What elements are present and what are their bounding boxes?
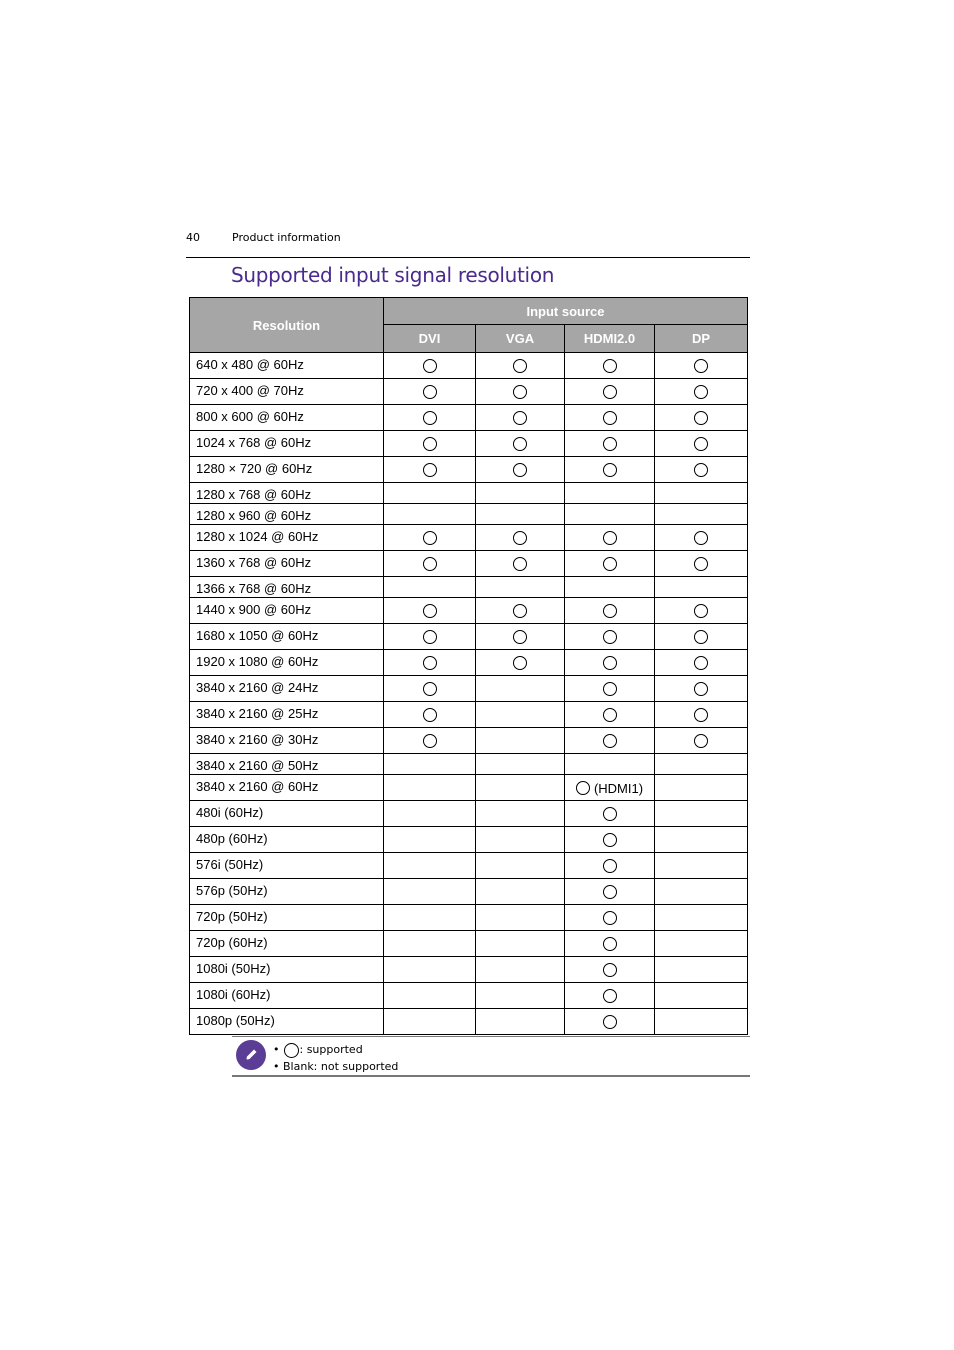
support-cell bbox=[655, 483, 748, 504]
table-row bbox=[190, 905, 748, 931]
support-cell bbox=[384, 905, 476, 931]
support-cell bbox=[476, 598, 565, 624]
support-cell bbox=[655, 931, 748, 957]
note-box bbox=[232, 1036, 750, 1077]
support-cell bbox=[655, 801, 748, 827]
support-cell bbox=[565, 405, 655, 431]
table-row bbox=[190, 457, 748, 483]
note-blank: • Blank: not supported bbox=[273, 1060, 399, 1073]
support-cell bbox=[476, 905, 565, 931]
resolution-cell: 1680 x 1050 @ 60Hz bbox=[190, 624, 384, 650]
circle-icon bbox=[603, 911, 617, 925]
support-cell bbox=[384, 379, 476, 405]
table-row bbox=[190, 931, 748, 957]
resolution-cell: 1080p (50Hz) bbox=[190, 1009, 384, 1035]
support-cell bbox=[476, 1009, 565, 1035]
circle-icon bbox=[513, 630, 527, 644]
circle-icon bbox=[603, 557, 617, 571]
circle-icon bbox=[694, 656, 708, 670]
circle-icon bbox=[423, 385, 437, 399]
support-cell bbox=[565, 983, 655, 1009]
support-cell bbox=[655, 598, 748, 624]
support-cell bbox=[565, 879, 655, 905]
resolution-cell: 480i (60Hz) bbox=[190, 801, 384, 827]
section-name: Product information bbox=[232, 231, 341, 244]
circle-icon bbox=[513, 359, 527, 373]
support-cell bbox=[384, 1009, 476, 1035]
support-cell bbox=[655, 353, 748, 379]
note-supported: • : supported bbox=[273, 1043, 363, 1056]
support-cell bbox=[384, 957, 476, 983]
circle-icon bbox=[603, 833, 617, 847]
circle-icon bbox=[513, 385, 527, 399]
circle-icon bbox=[603, 937, 617, 951]
circle-icon bbox=[603, 604, 617, 618]
resolution-cell: 1080i (50Hz) bbox=[190, 957, 384, 983]
circle-icon bbox=[513, 656, 527, 670]
table-row bbox=[190, 353, 748, 379]
circle-icon bbox=[423, 531, 437, 545]
circle-icon bbox=[423, 411, 437, 425]
page-title: Supported input signal resolution bbox=[231, 263, 555, 287]
support-cell bbox=[565, 853, 655, 879]
column-header-dp: DP bbox=[655, 325, 748, 353]
circle-icon bbox=[513, 411, 527, 425]
support-cell bbox=[384, 827, 476, 853]
circle-icon bbox=[603, 359, 617, 373]
support-cell bbox=[384, 983, 476, 1009]
circle-icon bbox=[603, 682, 617, 696]
resolution-cell: 3840 x 2160 @ 50Hz bbox=[190, 754, 384, 775]
table-row bbox=[190, 379, 748, 405]
support-cell bbox=[384, 624, 476, 650]
circle-icon bbox=[423, 359, 437, 373]
circle-icon bbox=[603, 708, 617, 722]
resolution-cell: 640 x 480 @ 60Hz bbox=[190, 353, 384, 379]
support-cell bbox=[476, 525, 565, 551]
support-cell bbox=[384, 754, 476, 775]
table-row bbox=[190, 405, 748, 431]
support-cell bbox=[476, 650, 565, 676]
support-cell bbox=[384, 405, 476, 431]
support-cell bbox=[565, 551, 655, 577]
support-cell bbox=[384, 577, 476, 598]
table-row bbox=[190, 879, 748, 905]
support-cell bbox=[655, 728, 748, 754]
resolution-cell: 720p (50Hz) bbox=[190, 905, 384, 931]
circle-icon bbox=[423, 656, 437, 670]
support-cell bbox=[565, 525, 655, 551]
table-row bbox=[190, 801, 748, 827]
support-cell bbox=[565, 827, 655, 853]
resolution-cell: 1440 x 900 @ 60Hz bbox=[190, 598, 384, 624]
support-cell bbox=[565, 702, 655, 728]
support-cell bbox=[476, 483, 565, 504]
support-cell bbox=[655, 551, 748, 577]
circle-icon bbox=[423, 630, 437, 644]
support-cell bbox=[476, 405, 565, 431]
circle-icon bbox=[513, 557, 527, 571]
support-cell bbox=[384, 702, 476, 728]
support-cell bbox=[565, 676, 655, 702]
support-cell bbox=[476, 457, 565, 483]
support-cell bbox=[655, 577, 748, 598]
resolution-cell: 576i (50Hz) bbox=[190, 853, 384, 879]
resolution-cell: 3840 x 2160 @ 25Hz bbox=[190, 702, 384, 728]
support-cell bbox=[476, 728, 565, 754]
table-row bbox=[190, 775, 748, 801]
support-cell bbox=[384, 353, 476, 379]
support-cell bbox=[655, 702, 748, 728]
support-cell bbox=[476, 577, 565, 598]
support-cell bbox=[655, 650, 748, 676]
table-row bbox=[190, 1009, 748, 1035]
support-cell bbox=[655, 879, 748, 905]
circle-icon bbox=[603, 1015, 617, 1029]
support-cell bbox=[476, 702, 565, 728]
support-cell bbox=[384, 728, 476, 754]
support-cell bbox=[565, 775, 655, 801]
support-cell bbox=[655, 379, 748, 405]
circle-icon bbox=[513, 437, 527, 451]
support-cell bbox=[655, 457, 748, 483]
circle-icon bbox=[694, 463, 708, 477]
resolution-cell: 1360 x 768 @ 60Hz bbox=[190, 551, 384, 577]
table-row bbox=[190, 957, 748, 983]
table-row bbox=[190, 525, 748, 551]
table-row bbox=[190, 504, 748, 525]
support-cell bbox=[384, 431, 476, 457]
support-cell bbox=[565, 957, 655, 983]
circle-icon bbox=[576, 781, 590, 795]
pencil-icon bbox=[236, 1040, 266, 1070]
support-cell bbox=[655, 905, 748, 931]
support-cell bbox=[565, 598, 655, 624]
resolution-cell: 3840 x 2160 @ 60Hz bbox=[190, 775, 384, 801]
support-cell bbox=[384, 931, 476, 957]
resolution-cell: 3840 x 2160 @ 24Hz bbox=[190, 676, 384, 702]
support-cell bbox=[476, 551, 565, 577]
support-cell bbox=[476, 754, 565, 775]
column-header-hdmi2-0: HDMI2.0 bbox=[565, 325, 655, 353]
table-row bbox=[190, 577, 748, 598]
support-cell bbox=[384, 801, 476, 827]
circle-icon bbox=[694, 437, 708, 451]
support-cell bbox=[384, 853, 476, 879]
table-row bbox=[190, 483, 748, 504]
table-row bbox=[190, 624, 748, 650]
support-cell bbox=[565, 483, 655, 504]
circle-icon bbox=[694, 385, 708, 399]
circle-icon bbox=[603, 531, 617, 545]
support-cell bbox=[476, 983, 565, 1009]
table-row bbox=[190, 551, 748, 577]
support-cell bbox=[476, 879, 565, 905]
resolution-cell: 800 x 600 @ 60Hz bbox=[190, 405, 384, 431]
support-cell bbox=[384, 457, 476, 483]
support-cell bbox=[565, 457, 655, 483]
support-cell bbox=[565, 353, 655, 379]
circle-icon bbox=[694, 682, 708, 696]
support-cell bbox=[565, 650, 655, 676]
circle-icon bbox=[423, 437, 437, 451]
circle-icon bbox=[423, 557, 437, 571]
circle-icon bbox=[603, 463, 617, 477]
circle-icon bbox=[603, 963, 617, 977]
support-cell bbox=[384, 775, 476, 801]
support-cell bbox=[655, 405, 748, 431]
page-number: 40 bbox=[186, 231, 200, 244]
circle-icon bbox=[694, 708, 708, 722]
support-cell bbox=[655, 853, 748, 879]
resolution-cell: 1080i (60Hz) bbox=[190, 983, 384, 1009]
circle-icon bbox=[513, 604, 527, 618]
support-cell bbox=[655, 827, 748, 853]
support-cell bbox=[655, 775, 748, 801]
circle-icon bbox=[603, 989, 617, 1003]
resolution-cell: 1280 x 960 @ 60Hz bbox=[190, 504, 384, 525]
support-cell bbox=[476, 931, 565, 957]
support-cell bbox=[476, 624, 565, 650]
circle-icon bbox=[603, 859, 617, 873]
table-row bbox=[190, 431, 748, 457]
support-cell bbox=[476, 853, 565, 879]
circle-icon bbox=[603, 630, 617, 644]
support-cell bbox=[476, 827, 565, 853]
resolution-cell: 720 x 400 @ 70Hz bbox=[190, 379, 384, 405]
circle-icon bbox=[603, 885, 617, 899]
support-cell bbox=[655, 431, 748, 457]
support-cell bbox=[655, 1009, 748, 1035]
support-cell bbox=[655, 624, 748, 650]
support-cell bbox=[476, 504, 565, 525]
support-cell bbox=[655, 676, 748, 702]
table-row bbox=[190, 676, 748, 702]
resolution-cell: 3840 x 2160 @ 30Hz bbox=[190, 728, 384, 754]
support-cell bbox=[476, 431, 565, 457]
support-cell bbox=[384, 551, 476, 577]
support-cell bbox=[384, 598, 476, 624]
support-cell bbox=[565, 379, 655, 405]
circle-icon bbox=[603, 656, 617, 670]
support-cell bbox=[565, 577, 655, 598]
support-cell bbox=[565, 931, 655, 957]
table-row bbox=[190, 853, 748, 879]
circle-icon bbox=[694, 531, 708, 545]
resolution-header: Resolution bbox=[190, 298, 384, 353]
support-cell bbox=[655, 983, 748, 1009]
circle-icon bbox=[603, 807, 617, 821]
circle-icon bbox=[423, 463, 437, 477]
support-cell bbox=[565, 801, 655, 827]
resolution-cell: 1920 x 1080 @ 60Hz bbox=[190, 650, 384, 676]
resolution-table bbox=[189, 297, 748, 1035]
support-cell bbox=[565, 728, 655, 754]
circle-icon bbox=[603, 385, 617, 399]
support-cell bbox=[655, 504, 748, 525]
page-header bbox=[186, 229, 750, 258]
support-cell bbox=[565, 624, 655, 650]
circle-icon bbox=[694, 630, 708, 644]
circle-icon bbox=[423, 734, 437, 748]
support-cell bbox=[476, 676, 565, 702]
circle-icon bbox=[513, 531, 527, 545]
support-cell bbox=[384, 483, 476, 504]
circle-icon bbox=[423, 682, 437, 696]
circle-icon bbox=[423, 604, 437, 618]
supported-text: : supported bbox=[299, 1043, 363, 1056]
input-source-header: Input source bbox=[384, 298, 748, 325]
support-cell bbox=[476, 957, 565, 983]
circle-icon bbox=[694, 557, 708, 571]
circle-icon bbox=[694, 734, 708, 748]
column-header-dvi: DVI bbox=[384, 325, 476, 353]
circle-icon bbox=[694, 359, 708, 373]
blank-text: Blank: not supported bbox=[283, 1060, 399, 1073]
support-cell bbox=[384, 879, 476, 905]
table-row bbox=[190, 598, 748, 624]
support-cell bbox=[476, 775, 565, 801]
circle-icon bbox=[603, 734, 617, 748]
support-cell bbox=[476, 379, 565, 405]
circle-icon bbox=[603, 437, 617, 451]
circle-icon bbox=[423, 708, 437, 722]
table-row bbox=[190, 728, 748, 754]
table-row bbox=[190, 650, 748, 676]
circle-icon bbox=[603, 411, 617, 425]
support-cell bbox=[655, 754, 748, 775]
support-cell bbox=[476, 801, 565, 827]
table-row bbox=[190, 983, 748, 1009]
table-row bbox=[190, 702, 748, 728]
resolution-cell: 1280 x 768 @ 60Hz bbox=[190, 483, 384, 504]
resolution-cell: 480p (60Hz) bbox=[190, 827, 384, 853]
resolution-cell: 720p (60Hz) bbox=[190, 931, 384, 957]
support-cell bbox=[384, 676, 476, 702]
resolution-cell: 1280 × 720 @ 60Hz bbox=[190, 457, 384, 483]
support-cell bbox=[565, 1009, 655, 1035]
support-cell bbox=[565, 504, 655, 525]
support-note: (HDMI1) bbox=[593, 780, 644, 796]
resolution-cell: 1366 x 768 @ 60Hz bbox=[190, 577, 384, 598]
support-cell bbox=[565, 905, 655, 931]
support-cell bbox=[384, 504, 476, 525]
resolution-cell: 1024 x 768 @ 60Hz bbox=[190, 431, 384, 457]
circle-icon bbox=[284, 1043, 299, 1058]
resolution-cell: 576p (50Hz) bbox=[190, 879, 384, 905]
circle-icon bbox=[694, 411, 708, 425]
support-cell bbox=[565, 754, 655, 775]
table-row bbox=[190, 754, 748, 775]
support-cell bbox=[655, 957, 748, 983]
circle-icon bbox=[694, 604, 708, 618]
support-cell bbox=[476, 353, 565, 379]
support-cell bbox=[565, 431, 655, 457]
table-row bbox=[190, 827, 748, 853]
circle-icon bbox=[513, 463, 527, 477]
support-cell bbox=[655, 525, 748, 551]
support-cell bbox=[384, 650, 476, 676]
resolution-cell: 1280 x 1024 @ 60Hz bbox=[190, 525, 384, 551]
column-header-vga: VGA bbox=[476, 325, 565, 353]
support-cell bbox=[384, 525, 476, 551]
